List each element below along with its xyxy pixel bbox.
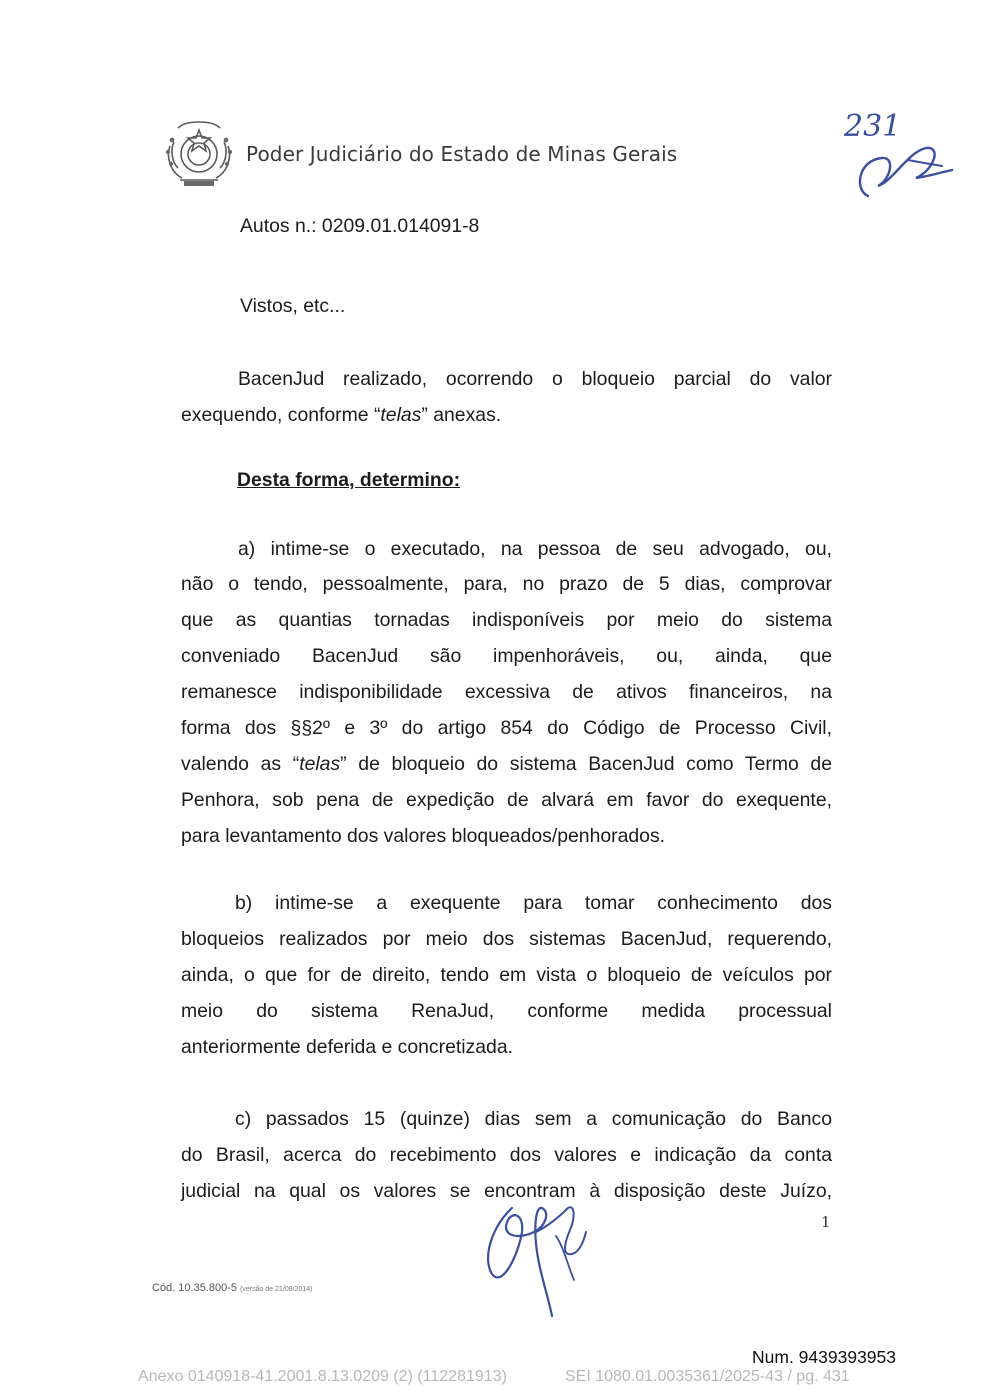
item-a-line-4: conveniado BacenJud são impenhoráveis, ou, ainda, que <box>181 645 832 667</box>
item-c-line-1: c) passados 15 (quinze) dias sem a comunicação do Banco <box>235 1108 832 1130</box>
paragraph-1-line-1: BacenJud realizado, ocorrendo o bloqueio parcial do valor <box>238 368 832 390</box>
handwritten-page-annotation <box>838 100 958 210</box>
form-version: (versão de 21/08/2014) <box>240 1286 313 1293</box>
greeting: Vistos, etc... <box>240 295 346 317</box>
item-a-line-2: não o tendo, pessoalmente, para, no prazo de 5 dias, comprovar <box>181 573 832 595</box>
paragraph-1-line-2: exequendo, conforme “telas” anexas. <box>181 404 502 426</box>
item-a-line-1: a) intime-se o executado, na pessoa de seu advogado, ou, <box>238 538 832 560</box>
item-a-line-7: valendo as “telas” de bloqueio do sistema BacenJud como Termo de <box>181 753 832 775</box>
handwritten-signature <box>478 1196 590 1322</box>
item-b-line-5: anteriormente deferida e concretizada. <box>181 1036 513 1058</box>
item-b-line-2: bloqueios realizados por meio dos sistemas BacenJud, requerendo, <box>181 928 832 950</box>
item-a-line-8: Penhora, sob pena de expedição de alvará em favor do exequente, <box>181 789 832 811</box>
item-a-line-5: remanesce indisponibilidade excessiva de ativos financeiros, na <box>181 681 832 703</box>
item-a-line-9: para levantamento dos valores bloqueados/penhorados. <box>181 825 666 847</box>
institution-name: Poder Judiciário do Estado de Minas Gerais <box>246 142 678 166</box>
footer-sei: SEI 1080.01.0035361/2025-43 / pg. 431 <box>565 1368 850 1385</box>
form-code: Cód. 10.35.800-5 (versão de 21/08/2014) <box>152 1282 313 1294</box>
coat-of-arms-icon <box>160 116 238 190</box>
item-c-line-2: do Brasil, acerca do recebimento dos valores e indicação da conta <box>181 1144 832 1166</box>
item-a-line-6: forma dos §§2º e 3º do artigo 854 do Código de Processo Civil, <box>181 717 832 739</box>
footer-annex: Anexo 0140918-41.2001.8.13.0209 (2) (112281913) <box>138 1368 507 1385</box>
item-a-line-3: que as quantias tornadas indisponíveis por meio do sistema <box>181 609 832 631</box>
item-c-line-3: judicial na qual os valores se encontram à disposição deste Juízo, <box>181 1180 832 1202</box>
item-b-line-3: ainda, o que for de direito, tendo em vista o bloqueio de veículos por <box>181 964 832 986</box>
determination-heading: Desta forma, determino: <box>237 469 461 491</box>
document-number: Num. 9439393953 <box>752 1347 896 1367</box>
case-number: Autos n.: 0209.01.014091-8 <box>240 215 480 237</box>
item-b-line-4: meio do sistema RenaJud, conforme medida processual <box>181 1000 832 1022</box>
annotation-page-number: 231 <box>844 109 902 144</box>
item-b-line-1: b) intime-se a exequente para tomar conhecimento dos <box>235 892 832 914</box>
page-number: 1 <box>821 1213 831 1231</box>
